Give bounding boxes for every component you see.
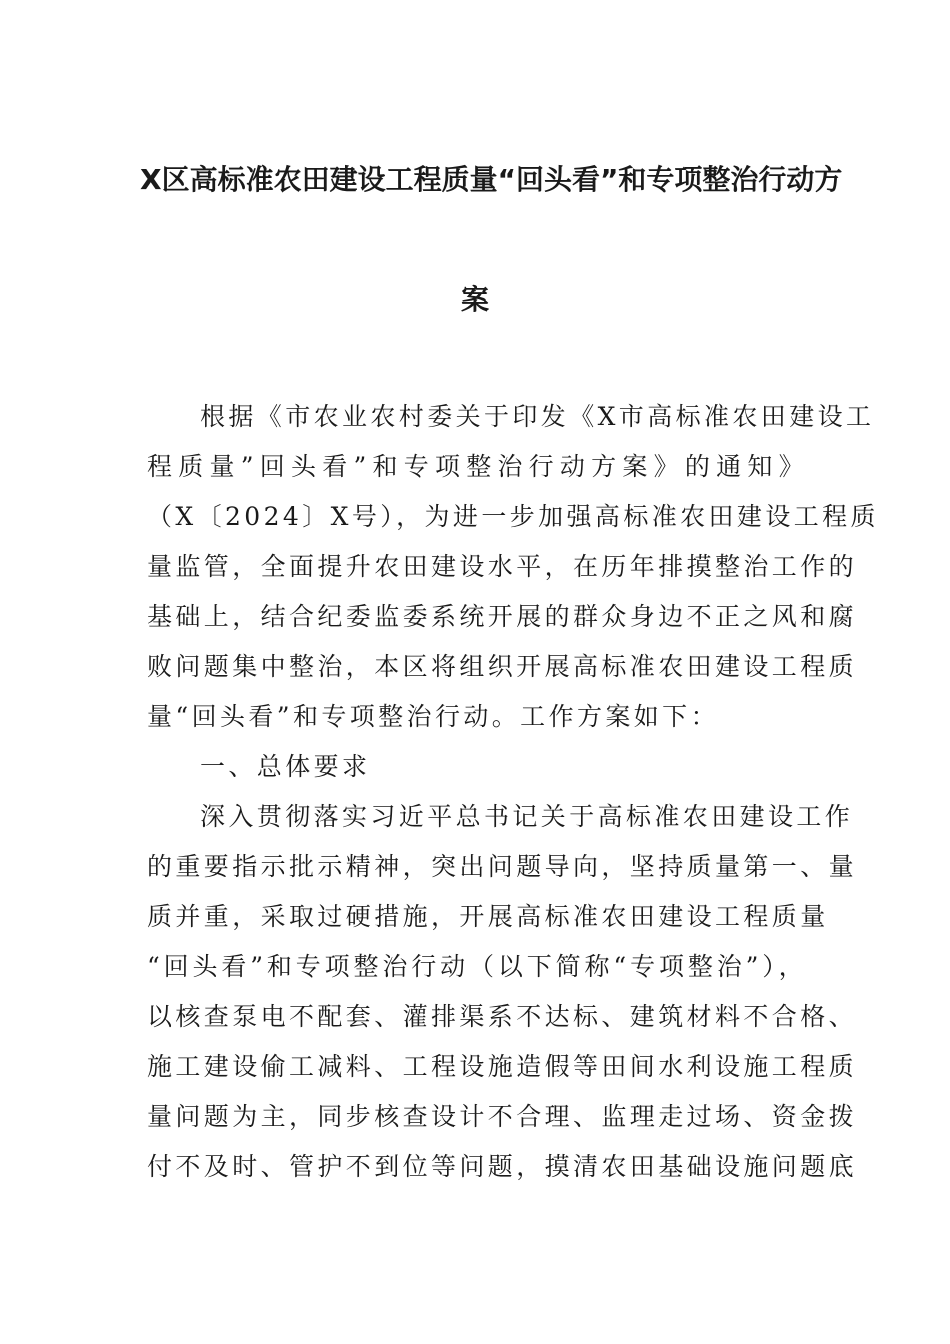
section-heading-1: 一、总体要求 bbox=[200, 752, 371, 781]
paragraph-1-line-6: 败问题集中整治，本区将组织开展高标准农田建设工程质 bbox=[147, 652, 858, 681]
paragraph-2-line-1: 深入贯彻落实习近平总书记关于高标准农田建设工作 bbox=[200, 802, 854, 831]
paragraph-2-line-3: 质并重，采取过硬措施，开展高标准农田建设工程质量 bbox=[147, 902, 829, 931]
paragraph-2-line-4: “回头看”和专项整治行动（以下简称“专项整治”）， bbox=[147, 952, 807, 981]
paragraph-1-line-5: 基础上，结合纪委监委系统开展的群众身边不正之风和腐 bbox=[147, 602, 858, 631]
paragraph-1-line-1: 根据《市农业农村委关于印发《X市高标准农田建设工 bbox=[200, 402, 875, 431]
paragraph-2-line-7: 量问题为主，同步核查设计不合理、监理走过场、资金拨 bbox=[147, 1102, 858, 1131]
paragraph-1-line-2: 程质量”回头看”和专项整治行动方案》的通知》 bbox=[147, 452, 807, 481]
paragraph-1-line-3: （X〔2024〕X号），为进一步加强高标准农田建设工程质 bbox=[147, 502, 879, 531]
paragraph-1-line-7: 量“回头看”和专项整治行动。工作方案如下： bbox=[147, 702, 719, 731]
document-title-line-2: 案 bbox=[460, 283, 489, 316]
paragraph-2-line-5: 以核查泵电不配套、灌排渠系不达标、建筑材料不合格、 bbox=[147, 1002, 858, 1031]
paragraph-1-line-4: 量监管，全面提升农田建设水平，在历年排摸整治工作的 bbox=[147, 552, 858, 581]
paragraph-2-line-6: 施工建设偷工减料、工程设施造假等田间水利设施工程质 bbox=[147, 1052, 858, 1081]
document-body bbox=[147, 392, 879, 1192]
paragraph-2-line-8: 付不及时、管护不到位等问题，摸清农田基础设施问题底 bbox=[147, 1152, 858, 1181]
document-title-line-1: X区高标准农田建设工程质量“回头看”和专项整治行动方 bbox=[140, 163, 843, 196]
paragraph-2-line-2: 的重要指示批示精神，突出问题导向，坚持质量第一、量 bbox=[147, 852, 858, 881]
